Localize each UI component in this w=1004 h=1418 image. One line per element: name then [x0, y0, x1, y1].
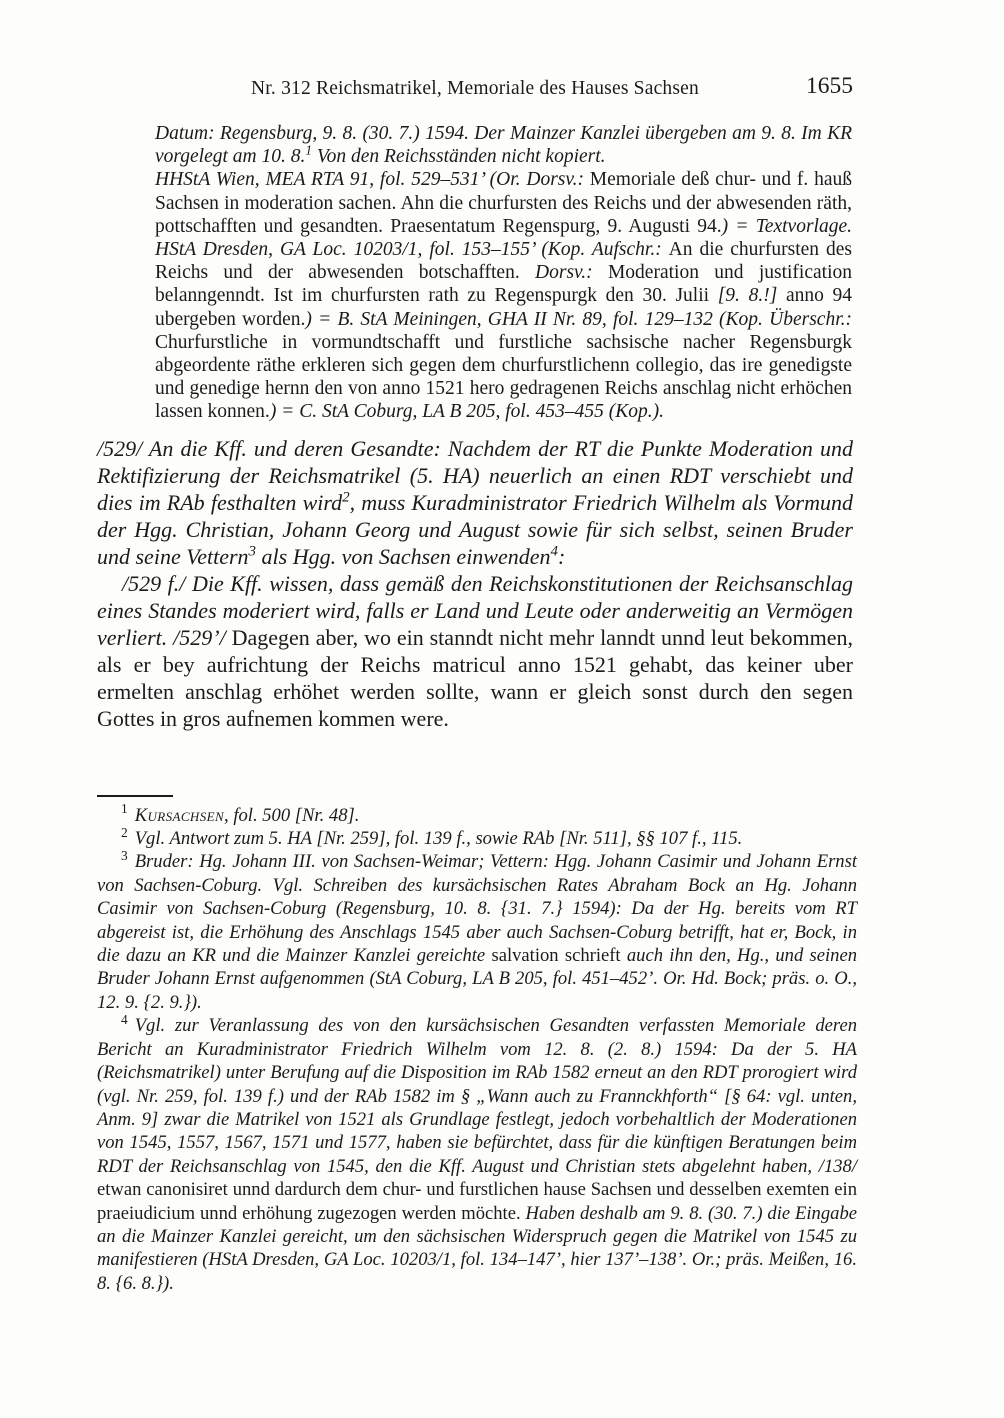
page-number: 1655: [806, 73, 853, 99]
text-segment: Memoriale deß chur- und f. hauß Sachsen in moderation sachen. Ahn die churfursten des Reichs und der abwesenden räth, pottschafften und gesandten. Praesentatum Regenspurg, 9. Augusti 94.: [155, 169, 852, 237]
text-segment: Dagegen aber, wo ein stanndt nicht mehr lanndt unnd leut bekommen, als er bey aufrichtung der Reichs matricul anno 1521 gehabt, das keiner uber ermelten anschlag erhöhet werden sollte, wann er gleich sonst durch den segen Gottes in gros aufnemen kommen were.: [97, 624, 853, 731]
text-segment: /529/ An die Kff. und deren Gesandte: Nachdem der RT die Punkte Moderation und Rektifizierung der Reichsmatrikel (5. HA) neuerlich an einen RDT verschiebt und dies im RAb festhalten wird: [97, 435, 853, 515]
running-head: [97, 73, 853, 104]
text-segment: ) = C. StA Coburg, LA B 205, fol. 453–455 (Kop.).: [269, 401, 664, 423]
text-segment: etwan canonisiret unnd dardurch dem chur- und furstlichen hause Sachsen und desselben exemten ein praeiudicium unnd erhöhung zugezogen werden möchte.: [97, 1179, 857, 1224]
footnote-ref: 1: [305, 142, 312, 158]
footnote-marker: 3: [121, 848, 128, 864]
text-segment: ) = Textvorlage. HStA Dresden, GA Loc. 10203/1, fol. 153–155’ (Kop. Aufschr.:: [155, 215, 852, 261]
text-segment: [9. 8.!]: [717, 285, 778, 307]
text-segment: salvation schrieft: [491, 945, 627, 967]
footnote-separator: [97, 795, 173, 797]
text-segment: Datum: Regensburg, 9. 8. (30. 7.) 1594. Der Mainzer Kanzlei übergeben am 9. 8. Im KR vorgelegt am 10. 8.: [155, 123, 852, 168]
source-paragraph-archives: [155, 168, 852, 423]
footnote: [97, 801, 857, 827]
footnote: [97, 850, 857, 1014]
body-paragraph-2: [97, 570, 853, 732]
text-segment: Bruder: Hg. Johann III. von Sachsen-Weimar; Vettern: Hgg. Johann Casimir und Johann Ernst von Sachsen-Coburg. Vgl. Schreiben des kursächsischen Rates Abraham Bock an Hg. Johann Casimir von Sachsen-Coburg (Regensburg, 10. 8. {31. 7.} 1594): Da der Hg. bereits vom RT abgereist ist, die Erhöhung des Anschlags 1545 aber auch Sachsen-Coburg betrifft, hat er, Bock, in die dazu an KR und die Mainzer Kanzlei gereichte: [97, 851, 857, 967]
text-segment: Vgl. Antwort zum 5. HA [Nr. 259], fol. 139 f., sowie RAb [Nr. 511], §§ 107 f., 115.: [134, 828, 743, 850]
footnote-marker: 1: [121, 801, 128, 817]
text-segment: Von den Reichsständen nicht kopiert.: [312, 146, 606, 168]
footnote-ref: 3: [248, 543, 257, 560]
text-segment: auch ihn den, Hg., und seinen Bruder Johann Ernst aufgenommen (StA Coburg, LA B 205, fol. 451–452’. Or. Hd. Bock; präs. o. O., 12. 9. {2. 9.}).: [97, 945, 857, 1013]
text-segment: :: [558, 543, 566, 569]
text-segment: Vgl. zur Veranlassung des von den kursächsischen Gesandten verfassten Memoriale deren Bericht an Kuradministrator Friedrich Wilhelm vom 12. 8. (2. 8.) 1594: Da der 5. HA (Reichsmatrikel) unter Berufung auf die Disposition im RAb 1582 erneut an den RDT prorogiert wird (vgl. Nr. 259, fol. 139 f.) und der RAb 1582 im § „Wann auch zu Frannckhforth“ [§ 64: vgl. unten, Anm. 9] zwar die Matrikel von 1521 als Grundlage festlegt, jedoch vorbehaltlich der Moderationen von 1545, 1557, 1567, 1571 und 1577, haben sie befürchtet, dass für die künftigen Beratungen beim RDT der Reichsanschlag von 1545, den die Kff. August und Christian stets abgelehnt haben, /138/: [97, 1015, 857, 1177]
footnotes: [97, 801, 858, 1296]
main-text: [97, 435, 853, 732]
text-segment: anno 94 ubergeben worden.: [155, 285, 853, 330]
body-paragraph-1: [97, 435, 853, 570]
footnote-ref: 4: [550, 543, 558, 560]
source-note: [155, 122, 852, 424]
footnote-marker: 4: [121, 1012, 128, 1028]
running-head-title: Nr. 312 Reichsmatrikel, Memoriale des Hauses Sachsen: [251, 78, 699, 99]
footnote: [97, 1014, 857, 1295]
text-segment: Dorsv.:: [535, 262, 608, 284]
text-segment: /529 f./ Die Kff. wissen, dass gemäß den Reichskonstitutionen der Reichsanschlag eines Standes moderiert wird, falls er Land und Leute oder anderweitig an Vermögen verliert. /529’/: [97, 570, 853, 650]
source-paragraph-datum: [155, 122, 852, 168]
text-segment: , fol. 500 [Nr. 48].: [224, 804, 360, 826]
footnote-ref: 2: [342, 489, 350, 506]
text-segment: , muss Kuradministrator Friedrich Wilhelm als Vormund der Hgg. Christian, Johann Georg und August sowie für sich selbst, seinen Bruder und seine Vettern: [97, 489, 854, 569]
footnote-marker: 2: [121, 824, 128, 840]
text-segment: HHStA Wien, MEA RTA 91, fol. 529–531’ (Or. Dorsv.:: [155, 169, 590, 191]
text-segment: als Hgg. von Sachsen einwenden: [256, 543, 551, 569]
text-segment: Haben deshalb am 9. 8. (30. 7.) die Eingabe an die Mainzer Kanzlei gereicht, um den sächsischen Widerspruch gegen die Matrikel von 1545 zu manifestieren (HStA Dresden, GA Loc. 10203/1, fol. 134–147’, hier 137’–138’. Or.; präs. Meißen, 16. 8. {6. 8.}).: [97, 1202, 858, 1294]
text-segment: Kursachsen: [134, 804, 225, 826]
text-segment: Churfurstliche in vormundtschafft und furstliche sachsische nacher Regensburgk abgeordente räthe erkleren sich gegen dem churfurstlichenn collegio, das ire genedigste und genedige hernn den von anno 1521 hero gedragenen Reichs anschlag nicht erhöchen lassen konnen.: [155, 331, 852, 423]
text-segment: ) = B. StA Meiningen, GHA II Nr. 89, fol. 129–132 (Kop. Überschr.:: [305, 308, 852, 330]
text-segment: Moderation und justification belanngenndt. Ist im churfursten rath zu Regenspurgk den 30. Julii: [155, 262, 852, 307]
text-segment: An die churfursten des Reichs und der abwesenden botschafften.: [155, 239, 852, 284]
footnote: [97, 824, 857, 850]
